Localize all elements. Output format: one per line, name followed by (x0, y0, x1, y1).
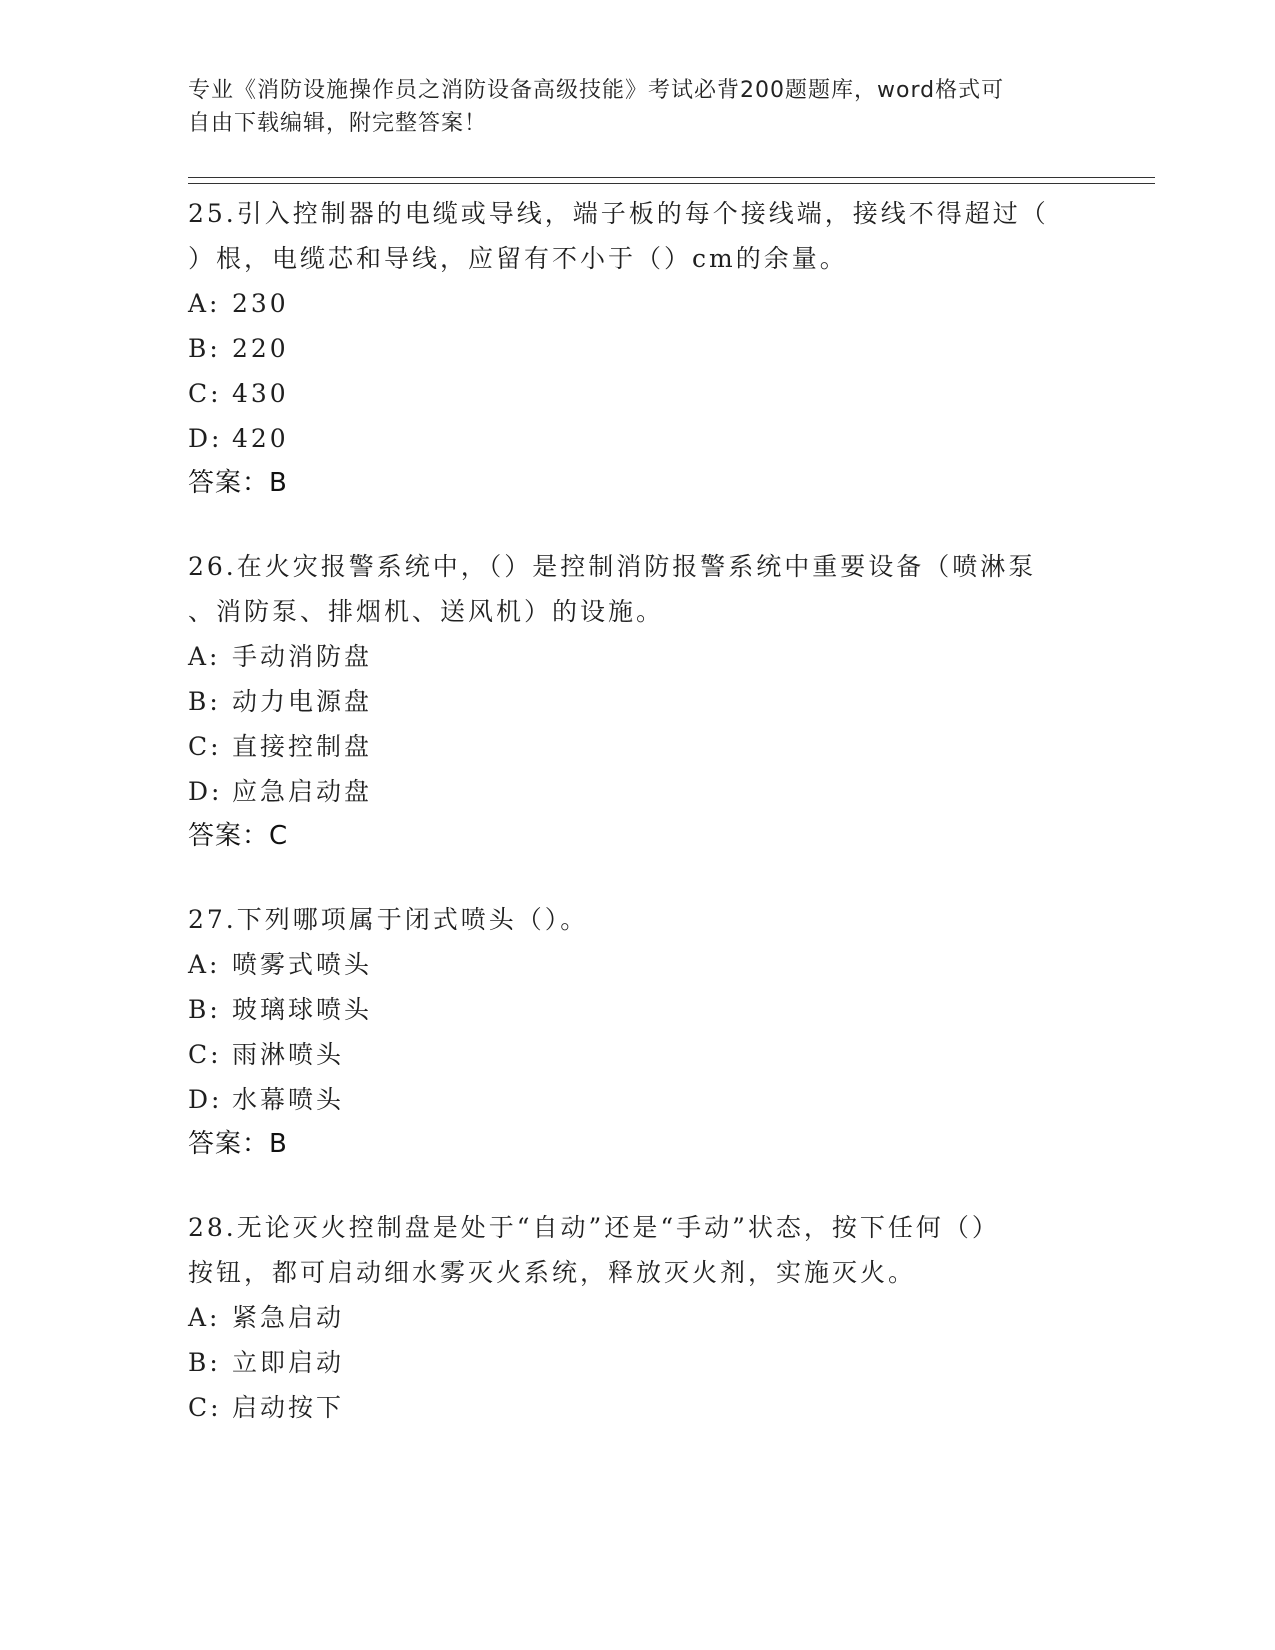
question-list (188, 191, 1088, 1468)
option-key: A: (188, 1303, 221, 1332)
option-a (188, 942, 1088, 987)
answer-line: 答案：C (188, 821, 289, 851)
option-text: 紧急启动 (232, 1303, 345, 1332)
question-26 (188, 544, 1088, 859)
header-divider-bottom (188, 183, 1155, 184)
option-text: 喷雾式喷头 (232, 950, 373, 979)
option-text: 手动消防盘 (232, 642, 373, 671)
option-key: C: (188, 379, 222, 408)
option-key: D: (188, 1085, 223, 1114)
question-28 (188, 1205, 1088, 1430)
option-key: D: (188, 424, 223, 453)
question-25 (188, 191, 1088, 506)
option-key: A: (188, 642, 221, 671)
option-c (188, 724, 1088, 769)
option-c (188, 1385, 1088, 1430)
option-b (188, 1340, 1088, 1385)
question-27 (188, 897, 1088, 1167)
option-key: A: (188, 289, 221, 318)
option-text: 立即启动 (232, 1348, 345, 1377)
question-stem-line-1: 28.无论灭火控制盘是处于“自动”还是“手动”状态，按下任何（） (188, 1213, 1000, 1242)
option-key: C: (188, 732, 222, 761)
option-d (188, 769, 1088, 814)
option-key: C: (188, 1040, 222, 1069)
document-header (188, 74, 1068, 140)
option-text: 直接控制盘 (232, 732, 373, 761)
option-b (188, 326, 1088, 371)
question-stem-line-1: 26.在火灾报警系统中，（）是控制消防报警系统中重要设备（喷淋泵 (188, 552, 1037, 581)
option-d (188, 416, 1088, 461)
option-c (188, 371, 1088, 416)
answer-line: 答案：B (188, 468, 288, 498)
option-text: 水幕喷头 (232, 1085, 345, 1114)
header-line-2: 自由下载编辑，附完整答案！ (188, 111, 488, 136)
option-key: A: (188, 950, 221, 979)
option-text: 430 (232, 379, 289, 408)
option-key: B: (188, 687, 221, 716)
option-a (188, 281, 1088, 326)
option-b (188, 987, 1088, 1032)
header-divider-top (188, 177, 1155, 178)
option-a (188, 1295, 1088, 1340)
answer-line: 答案：B (188, 1129, 288, 1159)
question-stem-line-2: 、消防泵、排烟机、送风机）的设施。 (188, 597, 665, 626)
option-text: 应急启动盘 (232, 777, 373, 806)
option-text: 420 (232, 424, 289, 453)
question-stem-line-1: 27.下列哪项属于闭式喷头（）。 (188, 905, 589, 934)
option-d (188, 1077, 1088, 1122)
option-a (188, 634, 1088, 679)
option-text: 220 (232, 334, 289, 363)
option-key: B: (188, 995, 221, 1024)
option-text: 玻璃球喷头 (232, 995, 373, 1024)
option-key: B: (188, 1348, 221, 1377)
option-text: 230 (232, 289, 289, 318)
option-key: D: (188, 777, 223, 806)
option-key: C: (188, 1393, 222, 1422)
question-stem-line-2: ）根，电缆芯和导线，应留有不小于（）cm的余量。 (188, 244, 848, 273)
header-line-1: 专业《消防设施操作员之消防设备高级技能》考试必背200题题库，word格式可 (188, 78, 1005, 103)
question-stem-line-1: 25.引入控制器的电缆或导线，端子板的每个接线端，接线不得超过（ (188, 199, 1049, 228)
option-key: B: (188, 334, 221, 363)
option-c (188, 1032, 1088, 1077)
option-text: 雨淋喷头 (232, 1040, 345, 1069)
question-stem-line-2: 按钮，都可启动细水雾灭火系统，释放灭火剂，实施灭火。 (188, 1258, 917, 1287)
option-b (188, 679, 1088, 724)
option-text: 启动按下 (232, 1393, 345, 1422)
option-text: 动力电源盘 (232, 687, 373, 716)
